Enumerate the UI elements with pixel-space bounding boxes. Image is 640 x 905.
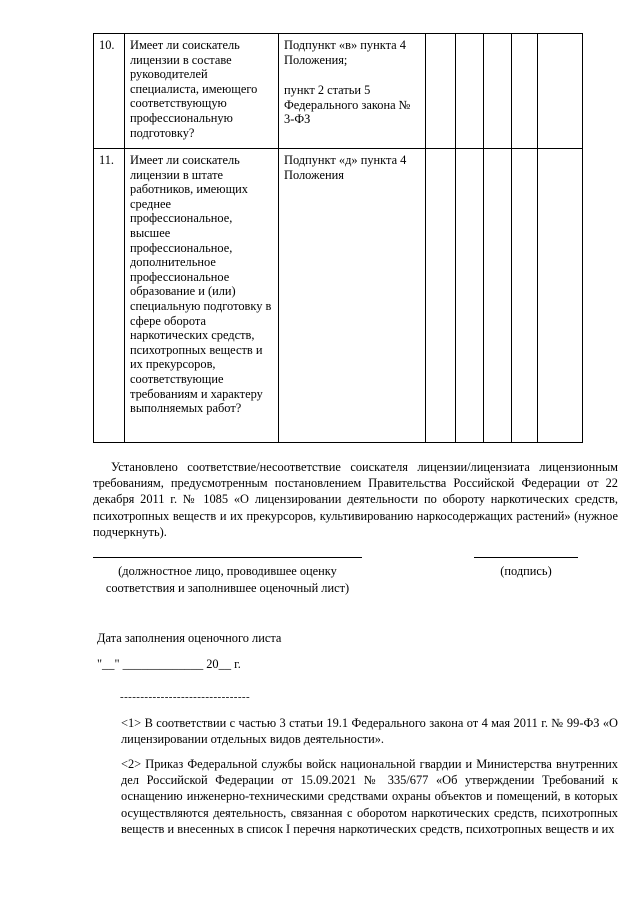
legal-basis-line: Подпункт «д» пункта 4 Положения [284,153,407,182]
legal-basis-cell [279,149,426,443]
footnote-2-text: <2> Приказ Федеральной службы войск национальной гвардии и Министерства внутренних дел Российской Федерации от 15.09.2021 № 335/677 «Об утверждении Требований к оснащению инженерно-техническими средствами охраны объектов и помещений, в которых осуществляются деятельность, связанная с оборотом наркотических средств, психотропных веществ и внесенных в список I перечня наркотических средств, психотропных веществ и их [121,757,618,836]
signature-line [474,557,578,558]
notes-cell[interactable] [538,149,583,443]
answer-cell[interactable] [456,34,484,149]
answer-cell[interactable] [484,149,512,443]
legal-basis-line: Подпункт «в» пункта 4 Положения; [284,38,406,67]
legal-basis-cell [279,34,426,149]
answer-cell[interactable] [456,149,484,443]
signature-caption: (подпись) [500,564,552,578]
requirement-question: Имеет ли соискатель лицензии в штате работников, имеющих среднее профессиональное, высшее профессиональное, дополнительное профессиональное образование и (или) специальную подготовку в сфере оборота наркотических средств, психотропных веществ и их прекурсоров, соответствующие требованиям и характеру выполняемых работ? [125,149,279,443]
table-row [94,34,583,149]
answer-cell[interactable] [426,34,456,149]
checklist-table [93,33,583,443]
row-number: 10. [94,34,125,149]
conclusion-paragraph [93,459,618,540]
answer-cell[interactable] [512,34,538,149]
answer-cell[interactable] [512,149,538,443]
requirement-question: Имеет ли соискатель лицензии в составе руководителей специалиста, имеющего соответствующую профессиональную подготовку? [125,34,279,149]
date-label: Дата заполнения оценочного листа [97,631,282,645]
footnote-1-text: <1> В соответствии с частью 3 статьи 19.1 Федерального закона от 4 мая 2011 г. № 99-ФЗ «О лицензировании отдельных видов деятельности». [121,716,618,747]
answer-cell[interactable] [426,149,456,443]
conclusion-text: Установлено соответствие/несоответствие соискателя лицензии/лицензиата лицензионным требованиям, предусмотренным постановлением Правительства Российской Федерации от 22 декабря 2011 г. № 1085 «О лицензировании деятельности по обороту наркотических средств, психотропных веществ и их прекурсоров, культивированию наркосодержащих растений» [93,460,618,523]
notes-cell[interactable] [538,34,583,149]
date-field[interactable]: "__" _____________ 20__ г. [97,657,241,671]
answer-cell[interactable] [484,34,512,149]
footnote-2 [121,756,618,837]
footnote-separator: -------------------------------- [120,691,251,703]
conclusion-note: (нужное подчеркнуть). [93,508,618,539]
official-caption: (должностное лицо, проводившее оценку соответствия и заполнившее оценочный лист) [105,564,350,595]
table-row [94,149,583,443]
footnote-1 [121,715,618,747]
legal-basis-line: пункт 2 статьи 5 Федерального закона № 3-ФЗ [284,83,411,127]
row-number: 11. [94,149,125,443]
official-signature-line [93,557,362,558]
